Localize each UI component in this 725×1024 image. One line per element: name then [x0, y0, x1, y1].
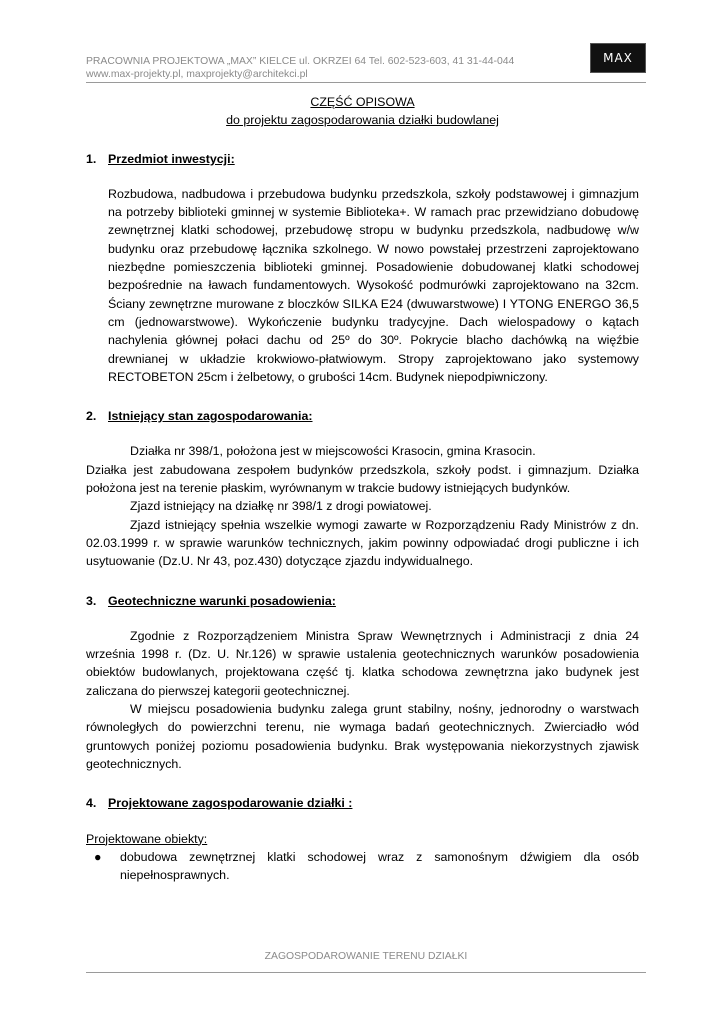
section-number: 4. — [86, 796, 97, 811]
document-title: CZĘŚĆ OPISOWA — [310, 95, 415, 109]
section-3-heading — [86, 592, 639, 610]
section-2-heading — [86, 407, 639, 425]
section-title: Istniejący stan zagospodarowania: — [108, 409, 313, 424]
section-2-paragraph: Zjazd istniejący spełnia wszelkie wymogi zawarte w Rozporządzeniu Rady Ministrów z dn. 02.03.1999 r. w sprawie warunków technicznych, jakim powinny odpowiadać drogi publiczne i ich usytuowanie (Dz.U. Nr 43, poz.430) dotyczące zjazdu indywidualnego. — [86, 517, 639, 569]
footer-divider — [86, 972, 646, 973]
section-title: Przedmiot inwestycji: — [108, 151, 235, 166]
subsection-heading: Projektowane obiekty: — [86, 831, 208, 846]
section-1-heading — [86, 150, 639, 168]
list-item-text: dobudowa zewnętrznej klatki schodowej wraz z samonośnym dźwigiem dla osób niepełnosprawnych. — [120, 849, 639, 883]
section-number: 3. — [86, 593, 97, 608]
section-title: Geotechniczne warunki posadowienia: — [108, 593, 336, 608]
section-2-paragraph: Działka nr 398/1, położona jest w miejscowości Krasocin, gmina Krasocin. — [130, 444, 536, 459]
section-1-paragraph: Rozbudowa, nadbudowa i przebudowa budynku przedszkola, szkoły podstawowej i gimnazjum na potrzeby biblioteki gminnej w systemie Biblioteka+. W ramach prac przewidziano dobudowę zewnętrznej klatki schodowej, przebudowę stropu w budynku przedszkola, nadbudowę w/w budynku oraz przebudowę łącznika szkolnego. W nowo powstałej przestrzeni zaprojektowano niezbędne pomieszczenia biblioteki gminnej. Posadowienie dobudowanej klatki schodowej bezpośrednie na ławach fundamentowych. Wysokość podmurówki zaprojektowano na 32cm. Ściany zewnętrzne murowane z bloczków SILKA E24 (dwuwarstwowe) I YTONG ENERGO 36,5 cm (jednowarstwowe). Wykończenie budynku tradycyjne. Dach wielospadowy o kątach nachylenia głównej połaci dachu od 25º do 30º. Pokrycie blacho dachówką na więźbie drewnianej w układzie krokwiowo-płatwiowym. Stropy zaprojektowano jako systemowy RECTOBETON 25cm i żelbetowy, o grubości 14cm. Budynek niepodpiwniczony. — [108, 186, 639, 384]
header-divider — [86, 82, 646, 83]
section-number: 1. — [86, 151, 97, 166]
page-footer: ZAGOSPODAROWANIE TERENU DZIAŁKI — [264, 951, 468, 962]
section-title: Projektowane zagospodarowanie działki : — [108, 796, 353, 811]
section-number: 2. — [86, 409, 97, 424]
document-body — [86, 93, 639, 884]
section-3-paragraph: W miejscu posadowienia budynku zalega grunt stabilny, nośny, jednorodny o warstwach równoległych do powierzchni terenu, nie wymaga badań geotechnicznych. Zwierciadło wód gruntowych poniżej poziomu posadowienia budynku. Brak występowania niekorzystnych zjawisk geotechnicznych. — [86, 702, 639, 771]
header-address: PRACOWNIA PROJEKTOWA „MAX” KIELCE ul. OKRZEI 64 Tel. 602-523-603, 41 31-44-044 — [86, 56, 515, 67]
header-contact: www.max-projekty.pl, maxprojekty@architekci.pl — [86, 69, 308, 80]
section-3-paragraph: Zgodnie z Rozporządzeniem Ministra Spraw Wewnętrznych i Administracji z dnia 24 września 1998 r. (Dz. U. Nr.126) w sprawie ustalenia geotechnicznych warunków posadowienia obiektów budowlanych, projektowana część tj. klatka schodowa zewnętrzna jako budynek jest zaliczana do pierwszej kategorii geotechnicznej. — [86, 628, 639, 698]
document-subtitle: do projektu zagospodarowania działki budowlanej — [226, 113, 499, 128]
page-header — [86, 55, 646, 81]
section-2-paragraph: Zjazd istniejący na działkę nr 398/1 z drogi powiatowej. — [130, 499, 432, 514]
logo-text: MAX — [603, 51, 633, 65]
max-logo — [590, 43, 646, 73]
section-2-paragraph: Działka jest zabudowana zespołem budynków przedszkola, szkoły podst. i gimnazjum. Działka położona jest na terenie płaskim, wyrównanym w trakcie budowy istniejących budynków. — [86, 462, 639, 496]
section-4-heading — [86, 794, 639, 812]
bullet-icon: ● — [94, 849, 102, 864]
list-item — [94, 848, 639, 885]
